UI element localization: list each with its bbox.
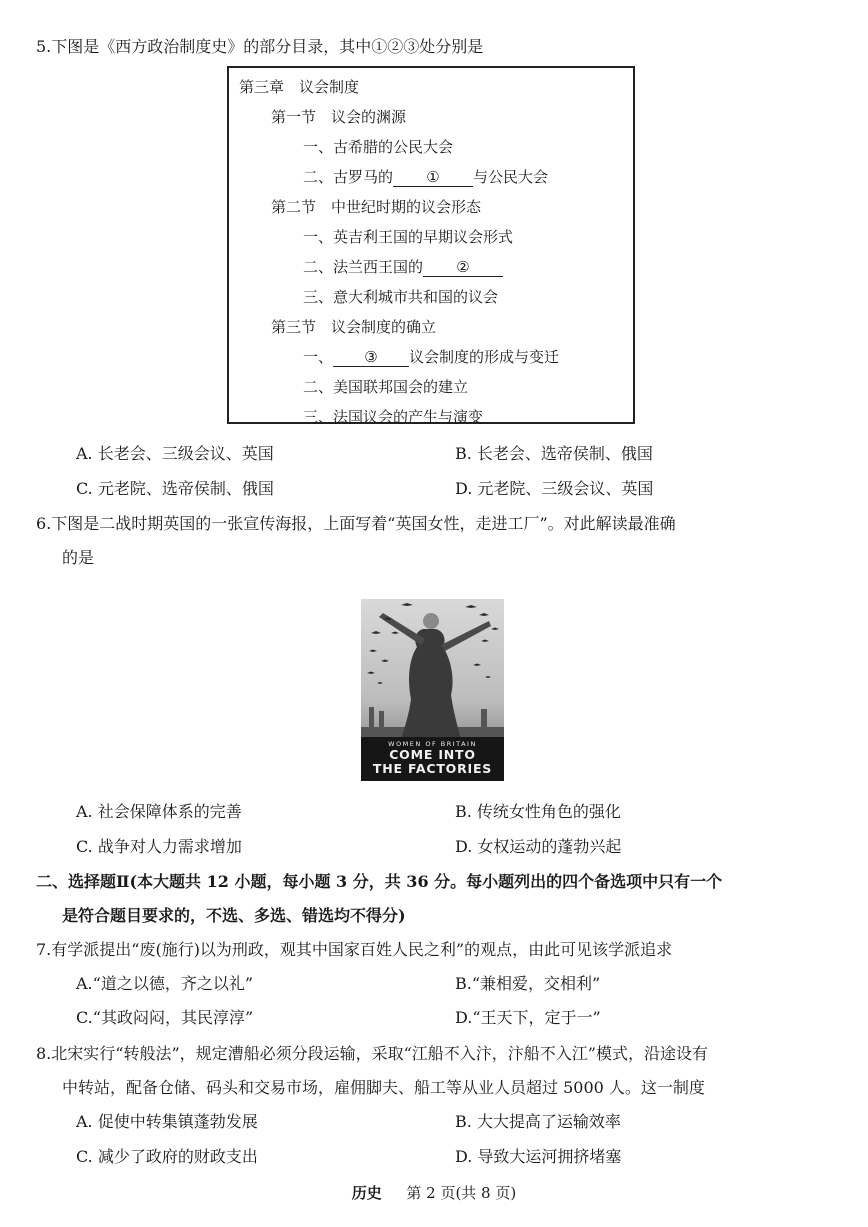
page-footer [0,1182,868,1203]
q7-option-c: C.“其政闷闷，其民淳淳” [76,1008,254,1027]
section2-heading-line2: 是符合题目要求的，不选、多选、错选均不得分) [62,906,406,925]
q7-option-a: A.“道之以德，齐之以礼” [76,974,254,993]
q8-option-c: C. 减少了政府的财政支出 [76,1147,258,1166]
toc-item-with-blank-1 [303,166,548,187]
q6-stem-line2: 的是 [62,548,95,567]
toc-item-prefix: 二、古罗马的 [303,168,394,186]
poster-caption-small: WOMEN OF BRITAIN [388,740,477,748]
toc-item-suffix: 与公民大会 [473,168,549,186]
toc-item-with-blank-2 [303,256,503,277]
blank-2: ② [423,258,503,277]
q6-option-b: B. 传统女性角色的强化 [455,802,621,821]
q8-option-d: D. 导致大运河拥挤堵塞 [455,1147,622,1166]
q7-stem: 7.有学派提出“废(施行)以为刑政，观其中国家百姓人民之利”的观点，由此可见该学派追求 [36,940,673,959]
footer-subject: 历史 [351,1184,382,1202]
q5-option-b: B. 长老会、选帝侯制、俄国 [455,444,653,463]
q5-option-d: D. 元老院、三级会议、英国 [455,479,654,498]
q7-option-d: D.“王天下，定于一” [455,1008,601,1027]
section2-heading-line1: 二、选择题Ⅱ(本大题共 12 小题，每小题 3 分，共 36 分。每小题列出的四个备选项中只有一个 [36,872,723,891]
toc-section-2: 第二节 中世纪时期的议会形态 [271,198,482,216]
blank-3: ③ [333,348,409,367]
q6-option-c: C. 战争对人力需求增加 [76,837,242,856]
toc-item: 一、古希腊的公民大会 [303,138,454,156]
poster-caption-line2: THE FACTORIES [372,761,493,776]
wartime-poster [361,599,504,781]
q8-option-a: A. 促使中转集镇蓬勃发展 [76,1112,258,1131]
q5-option-a: A. 长老会、三级会议、英国 [76,444,274,463]
q5-option-c: C. 元老院、选帝侯制、俄国 [76,479,274,498]
toc-chapter: 第三章 议会制度 [239,78,360,96]
poster-caption-line1: COME INTO [389,747,476,762]
toc-item: 三、法国议会的产生与演变 [303,408,484,426]
toc-section-1: 第一节 议会的渊源 [271,108,407,126]
q5-stem: 5.下图是《西方政治制度史》的部分目录，其中①②③处分别是 [36,37,484,56]
q6-option-a: A. 社会保障体系的完善 [76,802,242,821]
toc-item: 一、英吉利王国的早期议会形式 [303,228,514,246]
q8-option-b: B. 大大提高了运输效率 [455,1112,621,1131]
footer-page-number: 第 2 页(共 8 页) [406,1184,517,1202]
toc-box [227,66,635,424]
q7-option-b: B.“兼相爱，交相利” [455,974,601,993]
toc-section-3: 第三节 议会制度的确立 [271,318,437,336]
q8-stem-line2: 中转站，配备仓储、码头和交易市场，雇佣脚夫、船工等从业人员超过 5000 人。这一制度 [62,1078,705,1097]
toc-item: 三、意大利城市共和国的议会 [303,288,499,306]
q6-option-d: D. 女权运动的蓬勃兴起 [455,837,622,856]
toc-item-suffix: 议会制度的形成与变迁 [409,348,560,366]
q8-stem-line1: 8.北宋实行“转般法”，规定漕船必须分段运输，采取“江船不入汴，汴船不入江”模式，沿途设有 [36,1044,708,1063]
q6-stem-line1: 6.下图是二战时期英国的一张宣传海报，上面写着“英国女性，走进工厂”。对此解读最准确 [36,514,676,533]
poster-caption [361,737,504,781]
toc-item-with-blank-3 [303,346,559,367]
toc-item-prefix: 一、 [303,348,334,366]
blank-1: ① [393,168,473,187]
toc-item-prefix: 二、法兰西王国的 [303,258,424,276]
toc-item: 二、美国联邦国会的建立 [303,378,469,396]
